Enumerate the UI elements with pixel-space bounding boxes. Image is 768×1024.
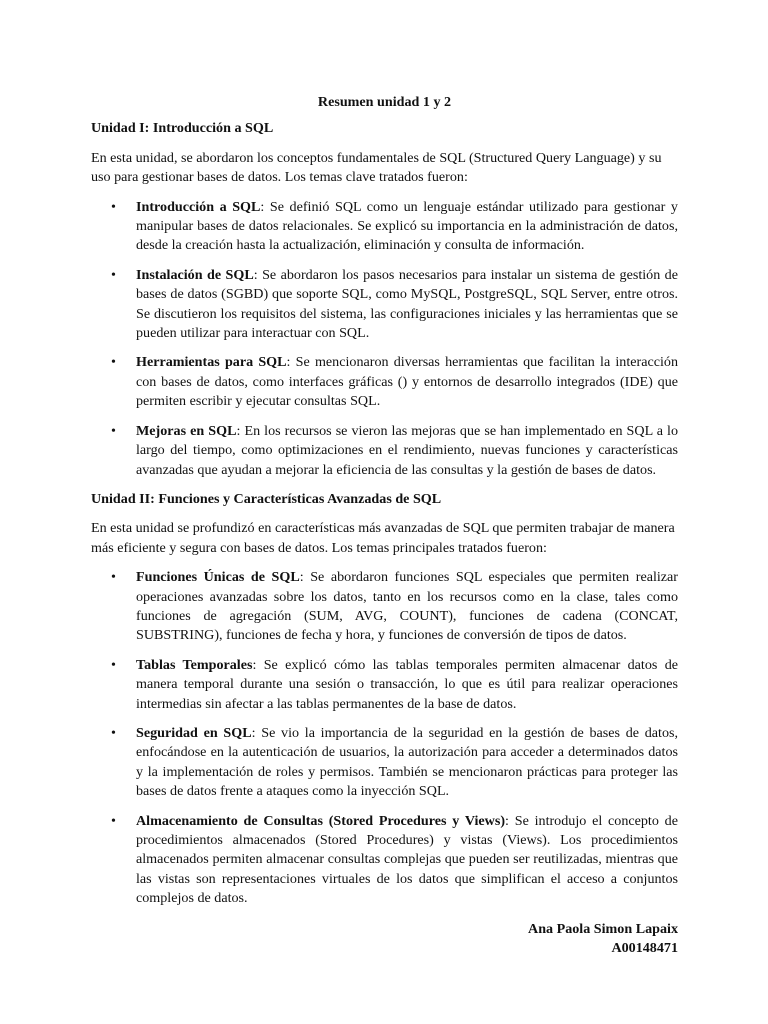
bullet-icon: • <box>111 354 116 371</box>
topic-description: : Se abordaron los pasos necesarios para instalar un sistema de gestión de bases de datos (SGBD) que soporte SQL, como MySQL, PostgreSQL, SQL Server, entre otros. Se discutieron los requisitos del sistema, las configuraciones iniciales y las herramientas que se pueden utilizar para interactuar con SQL. <box>136 266 678 342</box>
topic-description: : En los recursos se vieron las mejoras que se han implementado en SQL a lo largo del tiempo, como optimizaciones en el rendimiento, nuevas funciones y características avanzadas que ayudan a mejorar la eficiencia de las consultas y la gestión de bases de datos. <box>136 422 678 478</box>
bullet-icon: • <box>111 569 116 586</box>
list-item <box>91 198 678 256</box>
bullet-icon: • <box>111 422 116 439</box>
list-item <box>91 656 678 714</box>
list-item <box>91 724 678 802</box>
unit-2-heading: Unidad II: Funciones y Características Avanzadas de SQL <box>91 490 442 507</box>
topic-term: Instalación de SQL <box>136 266 254 283</box>
topic-term: Funciones Únicas de SQL <box>136 569 300 586</box>
document-title: Resumen unidad 1 y 2 <box>317 94 452 110</box>
author-signature-block <box>91 920 678 959</box>
bullet-icon: • <box>111 656 116 673</box>
document-page <box>91 93 678 958</box>
topic-term: Tablas Temporales <box>136 656 253 673</box>
list-item <box>91 266 678 344</box>
bullet-icon: • <box>111 812 116 829</box>
student-id: A00148471 <box>611 940 678 957</box>
unit-1-topic-list <box>91 198 678 480</box>
list-item <box>91 812 678 909</box>
unit-2-intro: En esta unidad se profundizó en características más avanzadas de SQL que permiten trabajar de manera más eficiente y segura con bases de datos. Los temas principales tratados fueron: <box>91 520 675 556</box>
bullet-icon: • <box>111 198 116 215</box>
topic-description: : Se explicó cómo las tablas temporales permiten almacenar datos de manera temporal durante una sesión o transacción, lo que es útil para realizar operaciones intermedias sin afectar a las tablas permanentes de la base de datos. <box>136 656 678 712</box>
topic-term: Introducción a SQL <box>136 198 261 215</box>
topic-description: : Se definió SQL como un lenguaje estándar utilizado para gestionar y manipular bases de datos relacionales. Se explicó su importancia en la administración de datos, desde la creación hasta la actualización, eliminación y consulta de información. <box>136 198 678 254</box>
topic-term: Herramientas para SQL <box>136 354 287 371</box>
topic-description: : Se vio la importancia de la seguridad en la gestión de bases de datos, enfocándose en la autenticación de usuarios, la autorización para acceder a determinados datos y la implementación de roles y permisos. También se mencionaron prácticas para proteger las bases de datos frente a ataques como la inyección SQL. <box>136 724 679 800</box>
unit-1-heading: Unidad I: Introducción a SQL <box>91 120 274 137</box>
author-name: Ana Paola Simon Lapaix <box>528 920 678 937</box>
topic-term: Mejoras en SQL <box>136 422 237 439</box>
bullet-icon: • <box>111 724 116 741</box>
topic-term: Seguridad en SQL <box>136 724 252 741</box>
list-item <box>91 568 678 646</box>
list-item <box>91 353 678 411</box>
unit-2-topic-list <box>91 568 678 909</box>
topic-description: : Se abordaron funciones SQL especiales que permiten realizar operaciones avanzadas sobre los datos, tanto en los recursos como en la clase, tales como funciones de agregación (SUM, AVG, COUNT), funciones de cadena (CONCAT, SUBSTRING), funciones de fecha y hora, y funciones de conversión de tipos de datos. <box>136 569 678 644</box>
topic-description: : Se introdujo el concepto de procedimientos almacenados (Stored Procedures) y vistas (Views). Los procedimientos almacenados permiten almacenar consultas complejas que pueden ser reutilizadas, mientras que las vistas son representaciones virtuales de los datos que simplifican el acceso a conjuntos complejos de datos. <box>136 812 678 907</box>
list-item <box>91 422 678 480</box>
bullet-icon: • <box>111 266 116 283</box>
topic-term: Almacenamiento de Consultas (Stored Procedures y Views) <box>136 812 506 829</box>
unit-1-intro: En esta unidad, se abordaron los conceptos fundamentales de SQL (Structured Query Language) y su uso para gestionar bases de datos. Los temas clave tratados fueron: <box>91 149 662 186</box>
topic-description: : Se mencionaron diversas herramientas que facilitan la interacción con bases de datos, como interfaces gráficas () y entornos de desarrollo integrados (IDE) que permiten escribir y ejecutar consultas SQL. <box>136 354 678 410</box>
